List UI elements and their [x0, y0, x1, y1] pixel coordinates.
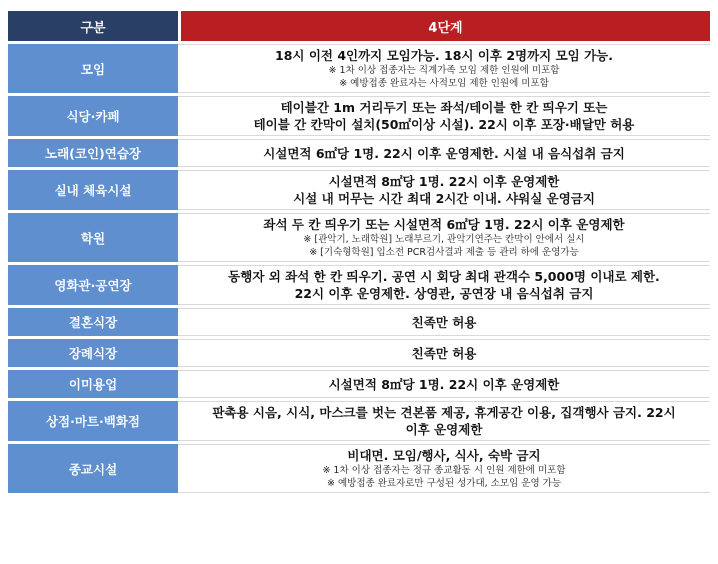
description-line: 18시 이전 4인까지 모임가능. 18시 이후 2명까지 모임 가능. [275, 48, 613, 63]
level4-regulation-table [8, 8, 710, 496]
description-line: 비대면. 모임/행사, 식사, 숙박 금지 [347, 448, 541, 463]
row-category: 학원 [8, 213, 178, 262]
header-category: 구분 [8, 11, 178, 41]
row-description [178, 139, 710, 167]
regulation-table-container [8, 8, 710, 496]
row-description [178, 96, 710, 136]
row-description [178, 44, 710, 93]
table-row [8, 96, 710, 136]
description-line: 판촉용 시음, 시식, 마스크를 벗는 견본품 제공, 휴게공간 이용, 집객행사 금지. 22시 [212, 405, 676, 420]
table-row [8, 401, 710, 441]
description-note: ※ 1차 이상 접종자는 정규 종교활동 시 인원 제한에 미포함 [322, 465, 566, 476]
table-row [8, 370, 710, 398]
table-row [8, 213, 710, 262]
row-category: 상점·마트·백화점 [8, 401, 178, 441]
row-category: 실내 체육시설 [8, 170, 178, 210]
row-description [178, 308, 710, 336]
description-note: ※ [관악기, 노래학원] 노래부르기, 관악기연주는 칸막이 안에서 실시 [303, 234, 585, 245]
row-category: 이미용업 [8, 370, 178, 398]
row-description [178, 370, 710, 398]
row-category: 모임 [8, 44, 178, 93]
table-row [8, 308, 710, 336]
row-category: 영화관·공연장 [8, 265, 178, 305]
description-line: 좌석 두 칸 띄우기 또는 시설면적 6㎡당 1명. 22시 이후 운영제한 [263, 217, 625, 232]
table-row [8, 139, 710, 167]
description-note: ※ 예방접종 완료자는 사적모임 제한 인원에 미포함 [339, 78, 549, 89]
description-line: 친족만 허용 [411, 345, 477, 361]
table-header-row [8, 11, 710, 41]
row-category: 식당·카페 [8, 96, 178, 136]
description-line: 동행자 외 좌석 한 칸 띄우기. 공연 시 회당 최대 관객수 5,000명 이내로 제한. [228, 269, 660, 284]
description-line: 시설면적 8㎡당 1명. 22시 이후 운영제한 [328, 174, 560, 189]
row-description [178, 339, 710, 367]
table-row [8, 265, 710, 305]
description-note: ※ [기숙형학원] 입소전 PCR검사결과 제출 등 관리 하에 운영가능 [309, 247, 579, 258]
description-line: 테이블간 1m 거리두기 또는 좌석/테이블 한 칸 띄우기 또는 [280, 100, 608, 115]
description-note: ※ 예방접종 완료자로만 구성된 성가대, 소모임 운영 가능 [326, 478, 561, 489]
description-line: 시설면적 6㎡당 1명. 22시 이후 운영제한. 시설 내 음식섭취 금지 [263, 145, 625, 161]
description-line: 22시 이후 운영제한. 상영관, 공연장 내 음식섭취 금지 [294, 286, 594, 301]
row-category: 장례식장 [8, 339, 178, 367]
row-description [178, 444, 710, 493]
header-level: 4단계 [178, 11, 710, 41]
description-line: 시설 내 머무는 시간 최대 2시간 이내. 샤워실 운영금지 [293, 191, 595, 206]
description-line: 친족만 허용 [411, 314, 477, 330]
description-line: 시설면적 8㎡당 1명. 22시 이후 운영제한 [328, 376, 560, 392]
table-row [8, 444, 710, 493]
description-line: 이후 운영제한 [405, 422, 483, 437]
table-row [8, 170, 710, 210]
row-description [178, 170, 710, 210]
row-category: 결혼식장 [8, 308, 178, 336]
row-category: 종교시설 [8, 444, 178, 493]
description-note: ※ 1차 이상 접종자는 직계가족 모임 제한 인원에 미포함 [328, 65, 560, 76]
row-description [178, 213, 710, 262]
row-category: 노래(코인)연습장 [8, 139, 178, 167]
description-line: 테이블 간 칸막이 설치(50㎡이상 시설). 22시 이후 포장·배달만 허용 [253, 117, 635, 132]
table-row [8, 44, 710, 93]
row-description [178, 401, 710, 441]
row-description [178, 265, 710, 305]
table-row [8, 339, 710, 367]
